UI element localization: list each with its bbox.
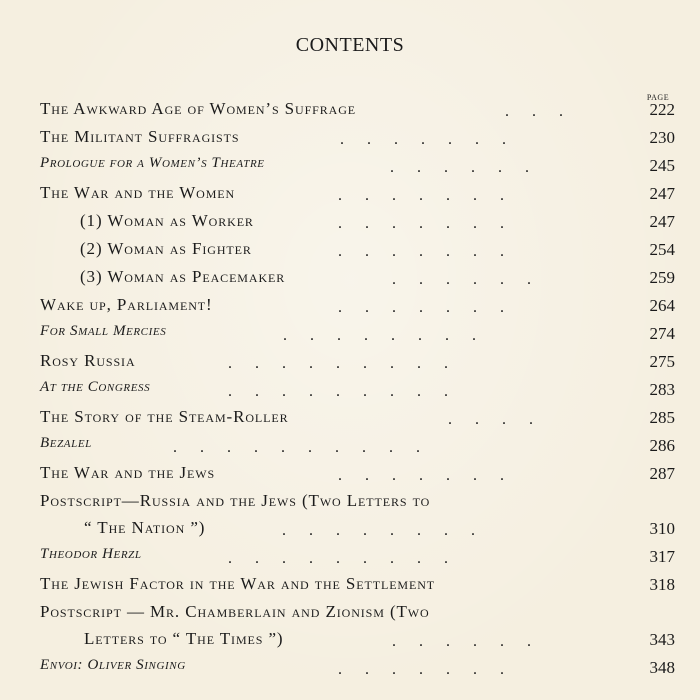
dot-leaders: ......... xyxy=(228,355,471,372)
entry-page-number: 283 xyxy=(649,380,675,399)
entry-title-continuation: “ The Nation ”) xyxy=(84,518,206,537)
dot-leaders: ....... xyxy=(338,187,527,204)
dot-leaders: ......... xyxy=(228,383,471,400)
entry-page-number: 285 xyxy=(649,408,675,427)
entry-title: The Awkward Age of Women’s Suffrage xyxy=(40,99,357,118)
dot-leaders: .......... xyxy=(173,439,443,456)
toc-entry xyxy=(0,348,700,376)
entry-page-number: 317 xyxy=(649,547,675,566)
entry-page-number: 222 xyxy=(649,100,675,119)
entry-title: Rosy Russia xyxy=(40,351,136,370)
entry-page-number: 259 xyxy=(649,268,675,287)
toc-entry xyxy=(0,460,700,488)
toc-entry xyxy=(0,236,700,264)
entry-page-number: 318 xyxy=(649,575,675,594)
toc-entry xyxy=(0,404,700,432)
entry-title: (1) Woman as Worker xyxy=(80,211,254,230)
toc-entry xyxy=(0,180,700,208)
entry-title: At the Congress xyxy=(40,379,151,395)
entry-title: The Militant Suffragists xyxy=(40,127,240,146)
entry-title: Envoi: Oliver Singing xyxy=(40,657,186,673)
toc-entry xyxy=(0,599,700,654)
toc-entry xyxy=(0,432,700,460)
entry-title: Prologue for a Women’s Theatre xyxy=(40,155,265,171)
entry-page-number: 230 xyxy=(649,128,675,147)
table-of-contents xyxy=(0,96,700,682)
entry-title: Postscript — Mr. Chamberlain and Zionism (Two xyxy=(40,602,430,621)
toc-entry xyxy=(0,654,700,682)
dot-leaders: ...... xyxy=(390,159,552,176)
dot-leaders: ........ xyxy=(283,327,499,344)
toc-entry xyxy=(0,124,700,152)
entry-title: The Jewish Factor in the War and the Settlement xyxy=(40,574,436,593)
entry-title: For Small Mercies xyxy=(40,323,167,339)
dot-leaders: ....... xyxy=(340,131,529,148)
toc-entry xyxy=(0,488,700,543)
dot-leaders: ....... xyxy=(338,467,527,484)
dot-leaders: ......... xyxy=(228,550,471,567)
entry-page-number: 348 xyxy=(649,658,675,677)
entry-page-number: 254 xyxy=(649,240,675,259)
entry-page-number: 264 xyxy=(649,296,675,315)
entry-title: The War and the Women xyxy=(40,183,236,202)
toc-entry xyxy=(0,571,700,599)
entry-page-number: 275 xyxy=(649,352,675,371)
entry-page-number: 310 xyxy=(649,519,675,538)
toc-entry xyxy=(0,96,700,124)
entry-title: The War and the Jews xyxy=(40,463,216,482)
toc-entry xyxy=(0,543,700,571)
toc-entry xyxy=(0,208,700,236)
toc-entry xyxy=(0,376,700,404)
dot-leaders: ........ xyxy=(282,522,498,539)
entry-page-number: 343 xyxy=(649,630,675,649)
dot-leaders: ...... xyxy=(392,633,554,650)
dot-leaders: ...... xyxy=(392,271,554,288)
entry-title: Bezalel xyxy=(40,435,92,451)
dot-leaders: ....... xyxy=(338,299,527,316)
toc-entry xyxy=(0,320,700,348)
entry-title: (2) Woman as Fighter xyxy=(80,239,252,258)
entry-page-number: 286 xyxy=(649,436,675,455)
dot-leaders: .... xyxy=(448,411,556,428)
dot-leaders: ....... xyxy=(338,661,527,678)
dot-leaders: ... xyxy=(505,103,586,120)
entry-page-number: 247 xyxy=(649,212,675,231)
entry-title: Wake up, Parliament! xyxy=(40,295,213,314)
toc-entry xyxy=(0,264,700,292)
page-column-label: PAGE xyxy=(646,93,670,102)
entry-page-number: 245 xyxy=(649,156,675,175)
contents-heading: CONTENTS xyxy=(295,34,405,56)
toc-entry xyxy=(0,292,700,320)
entry-page-number: 247 xyxy=(649,184,675,203)
entry-title-continuation: Letters to “ The Times ”) xyxy=(84,629,284,648)
dot-leaders: ....... xyxy=(338,215,527,232)
entry-page-number: 274 xyxy=(649,324,675,343)
entry-title: The Story of the Steam-Roller xyxy=(40,407,289,426)
entry-page-number: 287 xyxy=(649,464,675,483)
entry-title: Theodor Herzl xyxy=(40,546,142,562)
toc-entry xyxy=(0,152,700,180)
entry-title: Postscript—Russia and the Jews (Two Letters to xyxy=(40,491,431,510)
entry-title: (3) Woman as Peacemaker xyxy=(80,267,286,286)
dot-leaders: ....... xyxy=(338,243,527,260)
